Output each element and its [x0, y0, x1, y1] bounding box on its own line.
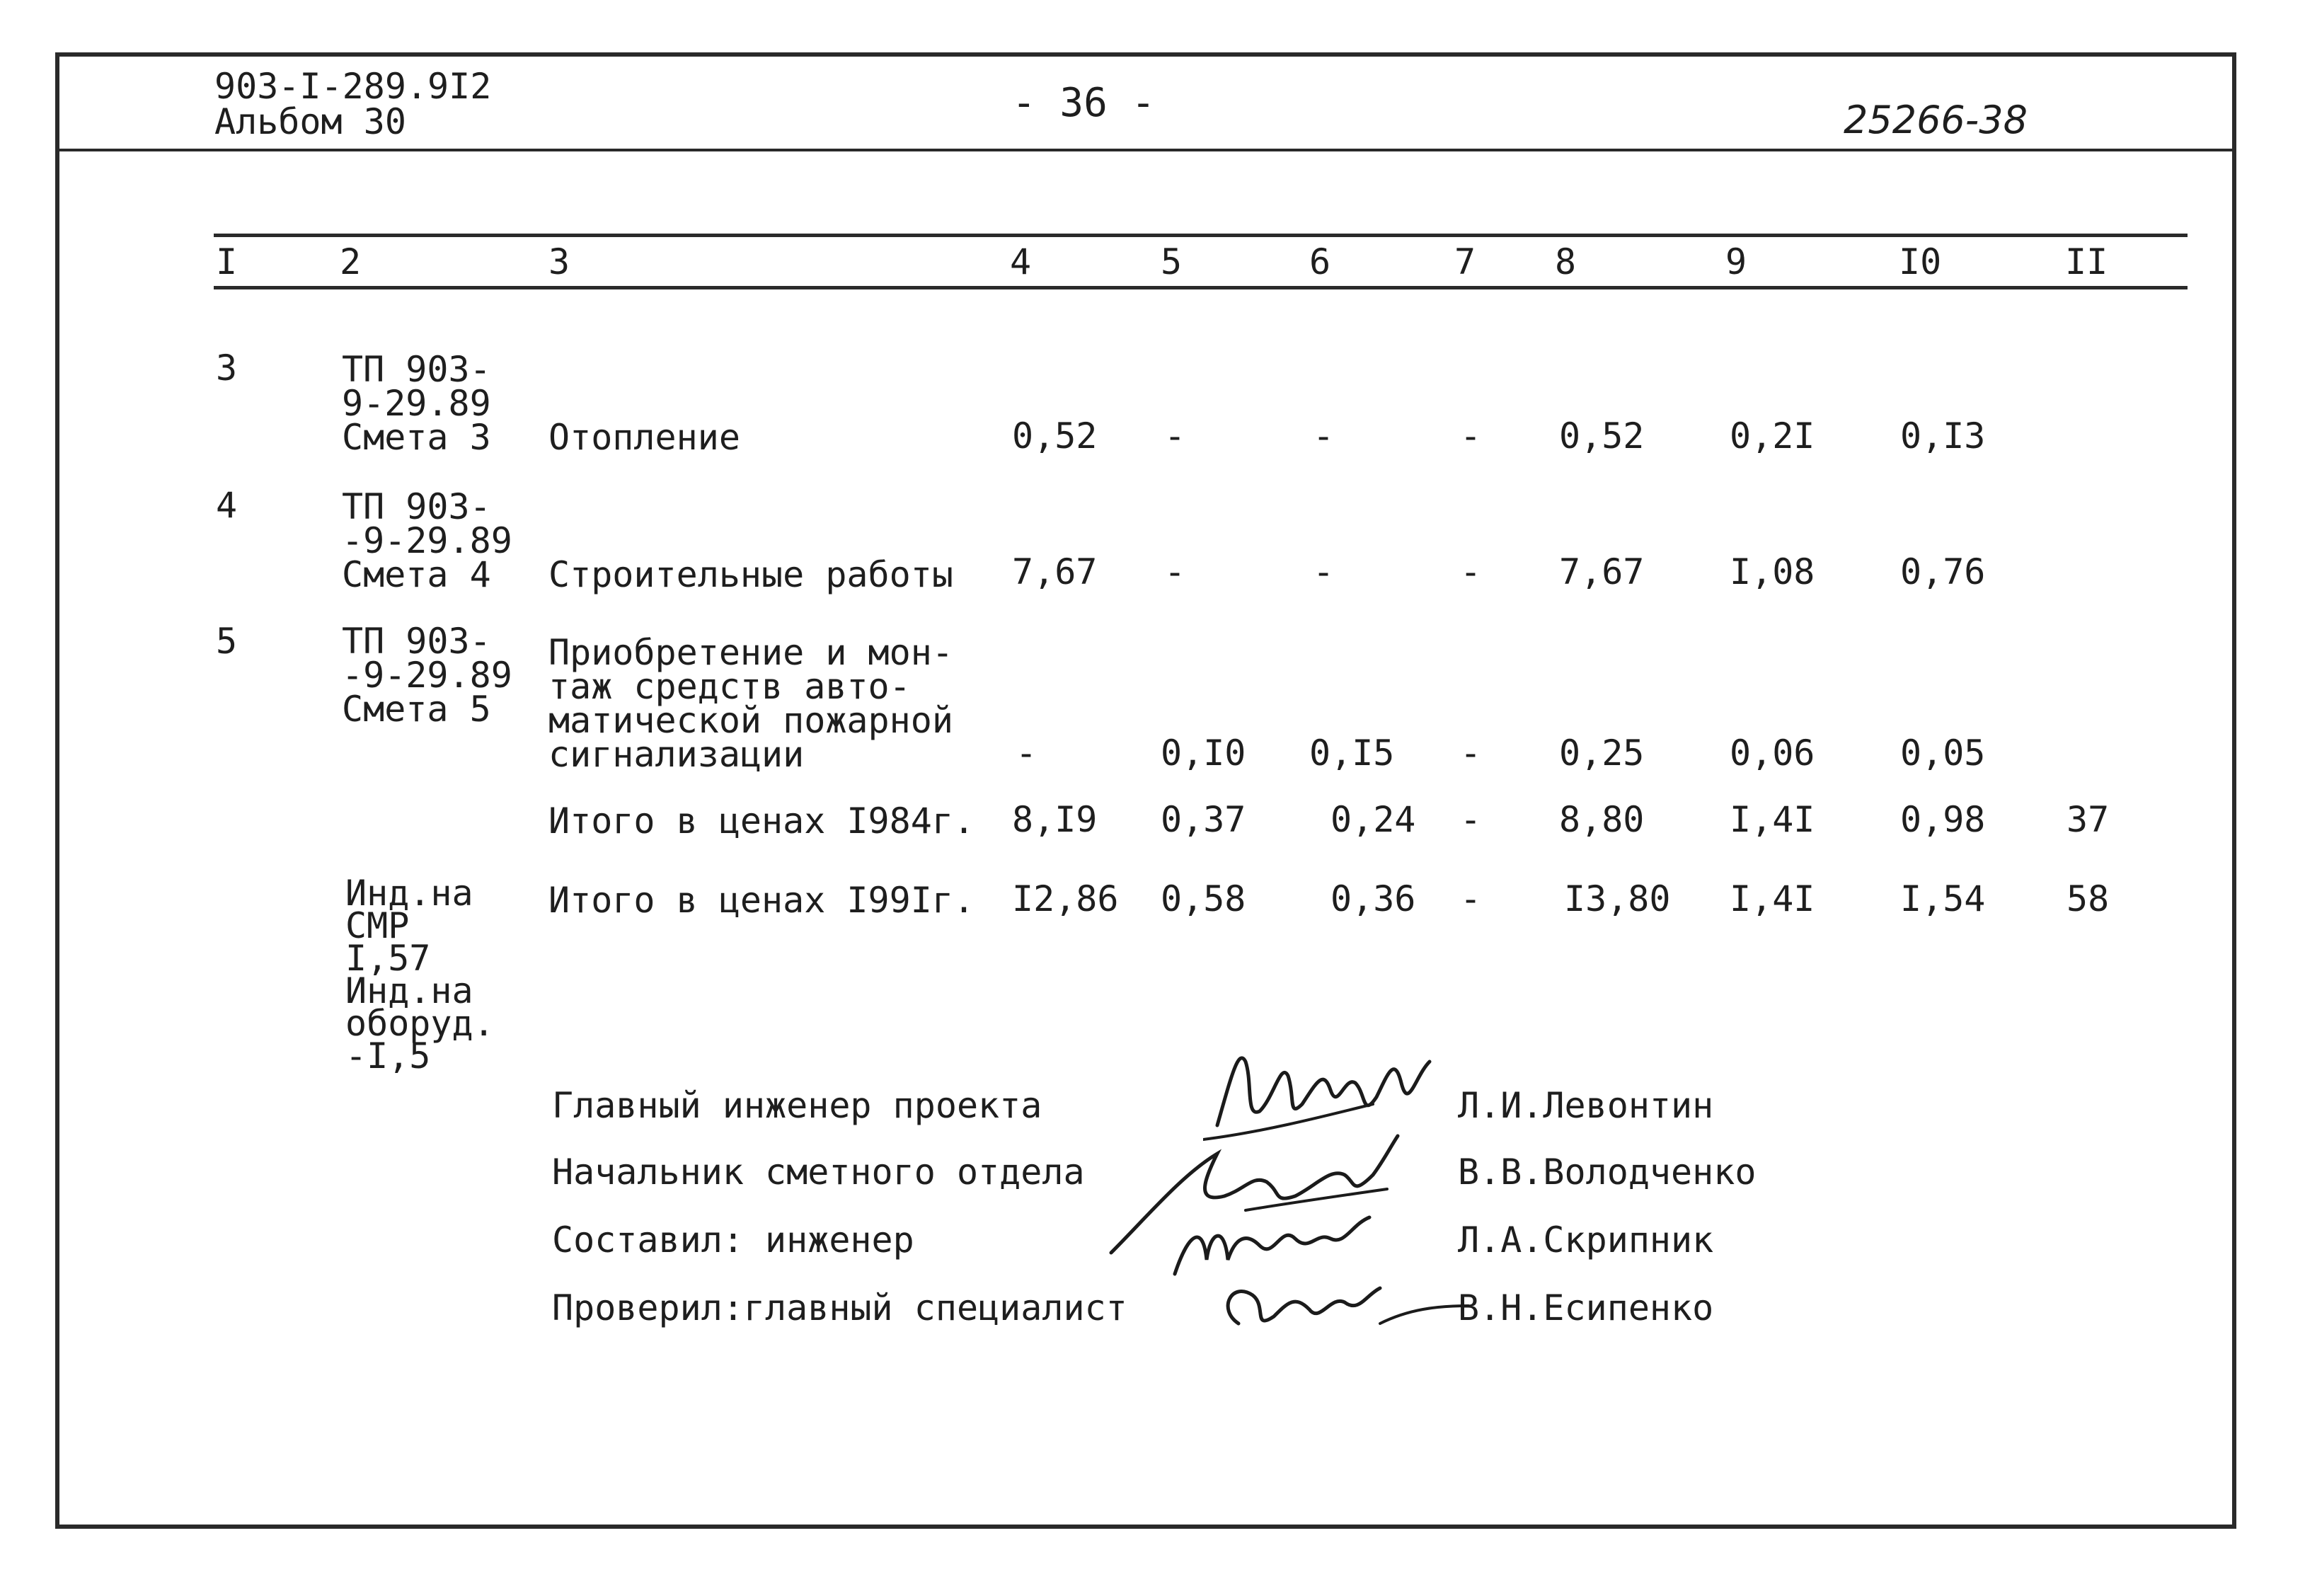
column-number: 5: [1161, 241, 1183, 282]
work-name: Отопление: [548, 417, 740, 458]
value-col4: 0,52: [1012, 415, 1098, 457]
column-number: 8: [1555, 241, 1577, 282]
value-col4: 8,I9: [1012, 799, 1098, 840]
column-number: 6: [1309, 241, 1331, 282]
row-number: 5: [216, 621, 238, 662]
row-number: 4: [216, 485, 238, 526]
signer-name: Л.А.Скрипник: [1458, 1219, 1714, 1261]
signer-role: Главный инженер проекта: [552, 1085, 1042, 1126]
estimate-ref-line: Смета 5: [342, 689, 491, 730]
table-header-rule: [214, 286, 2188, 289]
value-col7: -: [1460, 551, 1482, 592]
work-name-line: Приобретение и мон-: [548, 632, 953, 673]
value-col9: 0,06: [1730, 733, 1815, 774]
work-name-line: матической пожарной: [548, 700, 953, 741]
signer-name: Л.И.Левонтин: [1458, 1085, 1714, 1126]
page-number: - 36 -: [1012, 80, 1156, 126]
estimate-ref-line: -9-29.89: [342, 520, 512, 561]
column-number: 3: [548, 241, 570, 282]
value-col7: -: [1460, 733, 1482, 774]
header-divider: [59, 149, 2232, 151]
estimate-ref-line: ТП 903-: [342, 621, 491, 662]
value-col5: 0,I0: [1161, 733, 1246, 774]
value-col6: -: [1313, 551, 1335, 592]
indices-note-line: Инд.на: [345, 873, 473, 914]
total-label: Итого в ценах I99Iг.: [548, 880, 975, 921]
value-col9: I,4I: [1730, 799, 1815, 840]
value-col9: I,08: [1730, 551, 1815, 592]
estimate-ref-line: Смета 3: [342, 417, 491, 458]
signature-chief-engineer: [1203, 1033, 1444, 1147]
column-number: 4: [1010, 241, 1032, 282]
value-col4: -: [1016, 733, 1037, 774]
estimate-ref-line: Смета 4: [342, 554, 491, 595]
value-col8: 8,80: [1559, 799, 1645, 840]
value-col6: 0,I5: [1309, 733, 1395, 774]
column-number: 2: [340, 241, 362, 282]
work-name-line: сигнализации: [548, 734, 805, 775]
value-col5: 0,58: [1161, 878, 1246, 919]
album-label: Альбом 30: [214, 101, 406, 142]
signature-reviewer: [1217, 1267, 1472, 1345]
indices-note-line: I,57: [345, 938, 431, 979]
estimate-ref-line: ТП 903-: [342, 349, 491, 390]
value-col4: 7,67: [1012, 551, 1098, 592]
registration-number: 25266-38: [1844, 98, 2028, 142]
value-col6: 0,36: [1330, 878, 1416, 919]
value-col7: -: [1460, 415, 1482, 457]
signer-name: В.Н.Есипенко: [1458, 1287, 1714, 1328]
value-col7: -: [1460, 878, 1482, 919]
estimate-ref-line: ТП 903-: [342, 486, 491, 527]
value-col5: -: [1164, 551, 1186, 592]
estimate-ref-line: -9-29.89: [342, 655, 512, 696]
column-number: II: [2065, 241, 2108, 282]
signer-role: Составил: инженер: [552, 1219, 914, 1261]
value-col8: 0,52: [1559, 415, 1645, 457]
estimate-ref-line: 9-29.89: [342, 383, 491, 424]
indices-note-line: -I,5: [345, 1035, 431, 1077]
value-col5: 0,37: [1161, 799, 1246, 840]
value-col10: 0,98: [1900, 799, 1986, 840]
table-top-rule: [214, 234, 2188, 237]
column-number: 9: [1725, 241, 1747, 282]
total-label: Итого в ценах I984г.: [548, 800, 975, 842]
indices-note-line: СМР: [345, 905, 410, 946]
value-col10: 0,05: [1900, 733, 1986, 774]
column-number: 7: [1454, 241, 1476, 282]
value-col10: 0,76: [1900, 551, 1986, 592]
value-col10: I,54: [1900, 878, 1986, 919]
column-number: I0: [1899, 241, 1942, 282]
doc-code: 903-I-289.9I2: [214, 66, 492, 107]
value-col8: 7,67: [1559, 551, 1645, 592]
value-col6: 0,24: [1330, 799, 1416, 840]
value-col9: 0,2I: [1730, 415, 1815, 457]
signer-role: Проверил:главный специалист: [552, 1287, 1127, 1328]
work-name: Строительные работы: [548, 554, 953, 595]
value-col9: I,4I: [1730, 878, 1815, 919]
value-col7: -: [1460, 799, 1482, 840]
signer-role: Начальник сметного отдела: [552, 1152, 1085, 1193]
value-col6: -: [1313, 415, 1335, 457]
column-number: I: [216, 241, 238, 282]
value-col5: -: [1164, 415, 1186, 457]
value-col10: 0,I3: [1900, 415, 1986, 457]
signer-name: В.В.Володченко: [1458, 1152, 1757, 1193]
value-col11: 37: [2067, 799, 2110, 840]
value-col11: 58: [2067, 878, 2110, 919]
work-name-line: таж средств авто-: [548, 666, 911, 707]
row-number: 3: [216, 348, 238, 389]
value-col8: I3,80: [1564, 878, 1671, 919]
indices-note-line: оборуд.: [345, 1003, 495, 1044]
value-col4: I2,86: [1012, 878, 1119, 919]
value-col8: 0,25: [1559, 733, 1645, 774]
indices-note-line: Инд.на: [345, 970, 473, 1011]
